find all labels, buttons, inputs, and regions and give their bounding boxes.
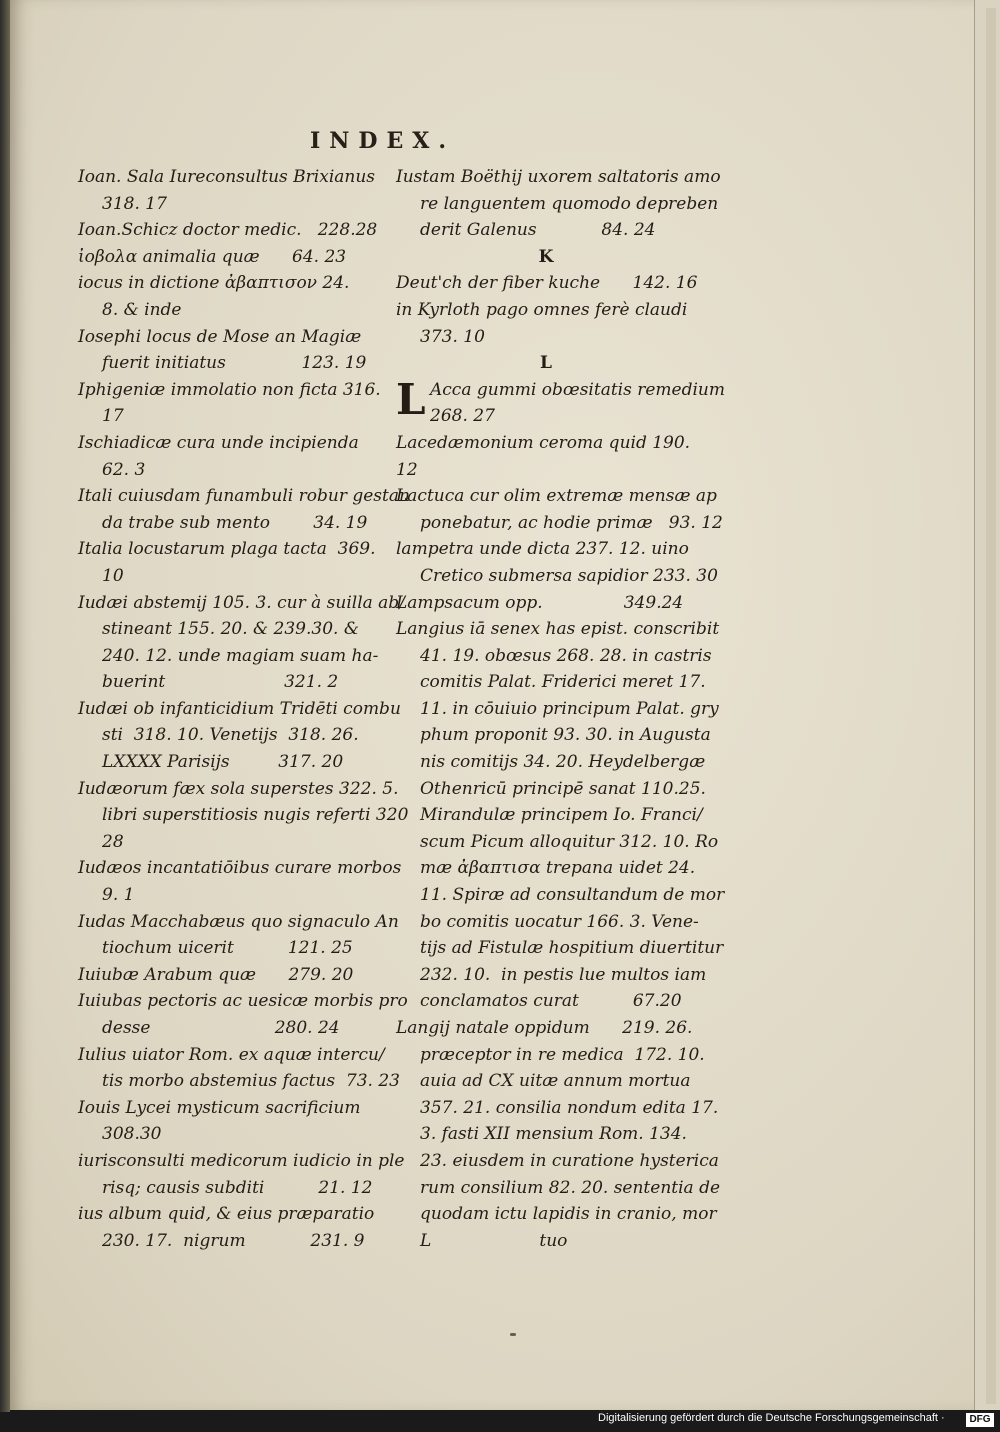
index-entry-line: 28 [102,831,124,852]
index-entry-line: 8. & inde [102,299,182,320]
index-entry-line: Iosephi locus de Mose an Magiæ [78,326,362,347]
index-entry-line: auia ad CX uitæ annum mortua [420,1071,691,1092]
index-entry-line: risq; causis subditi 21. 12 [102,1177,373,1198]
index-entry-line: Ischiadicæ cura unde incipienda [78,432,359,453]
index-entry-line: buerint 321. 2 [102,672,339,693]
index-entry-line: 318. 17 [102,193,167,214]
book-spine-edge [0,0,10,1412]
index-entry-line: da trabe sub mento 34. 19 [102,512,368,533]
index-entry-line: Iouis Lycei mysticum sacrificium [78,1097,361,1118]
index-entry-line: mæ ἀβαπτισα trepana uidet 24. [420,858,696,879]
index-entry-line: 23. eiusdem in curatione hysterica [420,1150,719,1171]
index-entry-line: quodam ictu lapidis in cranio, mor [420,1204,717,1225]
index-entry-line: 230. 17. nigrum 231. 9 [102,1230,365,1251]
left-index-column [78,164,410,1254]
index-entry-line: 308.30 [102,1124,162,1145]
index-entry-line: Iphigeniæ immolatio non ficta 316. [78,379,381,400]
index-entry-line: ponebatur, ac hodie primæ 93. 12 [420,512,723,533]
index-entry-line: ius album quid, & eius præparatio [78,1204,375,1225]
index-entry-line: 373. 10 [420,326,485,347]
index-entry-line: Itali cuiusdam funambuli robur gestan [78,486,410,507]
index-entry-line: Langij natale oppidum 219. 26. [396,1018,693,1038]
index-entry-line: derit Galenus 84. 24 [420,220,656,241]
index-entry-line: lampetra unde dicta 237. 12. uino [396,539,689,560]
index-entry-line: Italia locustarum plaga tacta 369. [78,539,376,560]
page-title: INDEX. [310,128,455,154]
index-entry-line: Iuiubæ Arabum quæ 279. 20 [78,964,354,985]
index-entry-line: Othenricū principē sanat 110.25. [420,778,706,799]
index-entry-line: iocus in dictione ἀβαπτισον 24. [78,273,350,294]
index-entry-line: re languentem quomodo depreben [420,193,719,214]
index-entry-line: 41. 19. obœsus 268. 28. in castris [420,645,712,666]
dfg-logo: DFG [966,1413,994,1427]
index-entry-line: tijs ad Fistulæ hospitium diuertitur [420,938,724,959]
index-entry-line: fuerit initiatus 123. 19 [102,353,367,374]
index-entry-line: nis comitijs 34. 20. Heydelbergæ [420,752,706,773]
index-entry-line: 9. 1 [102,885,135,906]
index-entry-line: Mirandulæ principem Io. Franci/ [420,805,703,826]
index-entry-line: Ioan. Sala Iureconsultus Brixianus [78,167,376,187]
index-entry-line: Langius iā senex has epist. conscribit [396,619,720,640]
index-entry-line: comitis Palat. Friderici meret 17. [420,672,706,693]
index-entry-line: stineant 155. 20. & 239.30. & [102,619,359,640]
index-entry-line: iurisconsulti medicorum iudicio in ple [78,1150,405,1171]
index-entry-line: Iudæi ob infanticidium Tridēti combu [78,698,401,719]
index-entry-line: 17 [102,406,124,427]
index-entry-line: Deut'ch der fiber kuche 142. 16 [396,273,698,294]
index-entry-line: in Kyrloth pago omnes ferè claudi [396,299,688,320]
index-entry-line: libri superstitiosis nugis referti 320 [102,805,409,826]
index-entry-line: 12 [396,459,418,480]
index-entry-line: Iuiubas pectoris ac uesicæ morbis pro [78,991,408,1012]
index-entry-line: Lactuca cur olim extremæ mensæ ap [396,486,717,507]
index-entry-line: Iudæos incantatiōibus curare morbos [78,858,402,879]
page-fore-edge-inner [986,8,996,1404]
index-entry-text: Acca gummi obœsitatis remedium [430,379,725,400]
drop-capital: L [396,374,426,424]
index-entry-line: scum Picum alloquitur 312. 10. Ro [420,831,719,852]
section-letter-heading: K [538,246,554,267]
index-entry-line: ἰοβολα animalia quæ 64. 23 [78,246,347,267]
index-entry-line: 357. 21. consilia nondum edita 17. [420,1097,719,1118]
index-entry-line: Ioan.Schicz doctor medic. 228.28 [78,220,378,241]
ink-speck [510,1333,516,1336]
index-entry-line: bo comitis uocatur 166. 3. Vene- [420,911,699,932]
index-entry-line: LXXXX Parisijs 317. 20 [102,752,344,773]
index-entry-line: phum proponit 93. 30. in Augusta [420,725,711,746]
index-entry-line: tiochum uicerit 121. 25 [102,938,353,959]
index-entry-line: Iustam Boëthij uxorem saltatoris amo [396,167,721,187]
index-entry-line: Lacedæmonium ceroma quid 190. [396,432,691,453]
index-entry-line: Iudæorum fæx sola superstes 322. 5. [78,778,399,799]
index-entry-line: sti 318. 10. Venetijs 318. 26. [102,725,359,746]
index-entry-line: Iudas Macchabæus quo signaculo An [78,911,399,932]
index-entry-line: 11. Spiræ ad consultandum de mor [420,885,725,906]
index-entry-line: 10 [102,565,124,586]
index-entry-line: Iulius uiator Rom. ex aquæ intercu/ [78,1044,385,1065]
index-entry-line: præceptor in re medica 172. 10. [420,1044,705,1065]
index-entry-line: 3. fasti XII mensium Rom. 134. [420,1124,687,1145]
right-index-column [396,164,725,1254]
index-entry-line: L tuo [420,1230,568,1251]
section-letter-heading: L [540,353,552,374]
index-entry-line: Lampsacum opp. 349.24 [396,592,684,613]
index-entry-line: 232. 10. in pestis lue multos iam [420,964,707,985]
index-entry-line: Iudæi abstemij 105. 3. cur à suilla ab/ [78,592,405,613]
index-entry-line: conclamatos curat 67.20 [420,991,682,1012]
index-entry-line: 62. 3 [102,459,146,480]
index-entry-line: desse 280. 24 [102,1018,340,1038]
index-entry-line: 240. 12. unde magiam suam ha- [102,645,379,666]
index-entry-line: tis morbo abstemius factus 73. 23 [102,1071,400,1092]
index-entry-line: Cretico submersa sapidior 233. 30 [420,565,718,586]
index-entry-line: 11. in cōuiuio principum Palat. gry [420,698,719,719]
digitization-credit: Digitalisierung gefördert durch die Deutsche Forschungsgemeinschaft · [598,1412,945,1424]
index-entry-line: 268. 27 [430,406,495,427]
index-entry-line: rum consilium 82. 20. sententia de [420,1177,721,1198]
